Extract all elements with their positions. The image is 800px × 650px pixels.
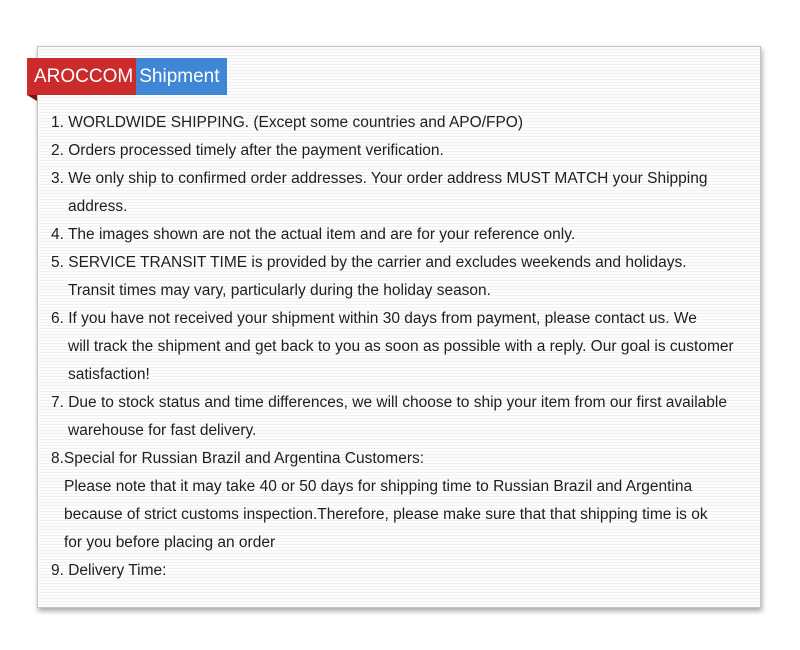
term-line: Transit times may vary, particularly during the holiday season. [68,282,491,299]
term-line: 2. Orders processed timely after the payment verification. [51,142,444,159]
term-line: 5. SERVICE TRANSIT TIME is provided by the carrier and excludes weekends and holidays. [51,254,687,271]
term-line: for you before placing an order [64,534,276,551]
term-line: address. [68,198,128,215]
term-line: 8.Special for Russian Brazil and Argentina Customers: [51,450,425,467]
brand-label: AROCCOM [27,58,136,95]
term-line: 1. WORLDWIDE SHIPPING. (Except some countries and APO/FPO) [51,114,524,131]
term-line: 6. If you have not received your shipment within 30 days from payment, please contact us. We [51,310,697,327]
term-line: 7. Due to stock status and time differences, we will choose to ship your item from our first available [51,394,727,411]
term-line: 9. Delivery Time: [51,562,167,579]
term-line: because of strict customs inspection.Therefore, please make sure that that shipping time is ok [64,506,708,523]
term-line: 3. We only ship to confirmed order addresses. Your order address MUST MATCH your Shipping [51,170,708,187]
term-line: will track the shipment and get back to you as soon as possible with a reply. Our goal is customer [68,338,734,355]
term-line: 4. The images shown are not the actual item and are for your reference only. [51,226,576,243]
term-line: Please note that it may take 40 or 50 days for shipping time to Russian Brazil and Argentina [64,478,693,495]
section-title: Shipment [136,58,226,95]
term-line: satisfaction! [68,366,150,383]
term-line: warehouse for fast delivery. [68,422,257,439]
